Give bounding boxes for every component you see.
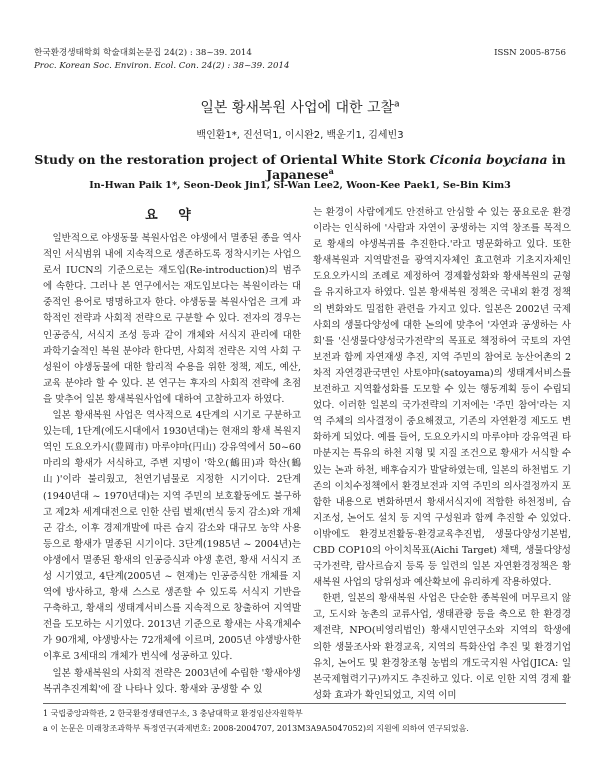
paper-title-korean [0, 97, 600, 117]
abstract-heading: 요 약 [145, 208, 199, 223]
journal-citation-english: Proc. Korean Soc. Environ. Ecol. Con. 24(2) : 38~39. 2014 [34, 61, 290, 71]
paper-title-english-main: Study on the restoration project of Oriental White Stork [34, 152, 426, 167]
right-paragraph-1: 는 환경이 사람에게도 안전하고 안심할 수 있는 풍요로운 환경이라는 인식하에 '사람과 자연이 공생하는 지역 창조를 목적으로 황새의 야생복귀를 추진한다.'라고 명문화하고 있다. 또한 황새복원과 지역발전을 광역지자체인 효고현과 기초지자체인 도요오카시의 조례로 제정하여 경제활성화와 황새복원의 균형을 유지하고자 하였다. 일본 황새복원 정책은 국내외 환경 정책의 변화와도 밀접한 관련을 가지고 있다. 일본은 2002년 국제사회의 생물다양성에 대한 논의에 맞추어 '자연과 공생하는 사회'를 '신생물다양성국가전략'의 목표로 책정하여 국토의 자연보전과 함께 자연재생 추진, 지역 주민의 참여로 농산어촌의 2차적 자연경관국면인 사토야마(satoyama)의 생태계서비스를 보전하고 지역활성화를 도모할 수 있는 행동계획 등이 수립되었다. 이러한 일본의 국가전략의 기저에는 '주민 참여'라는 지역 주체의 의사결정이 중요해졌고, 기존의 자연환경 제도도 변화하게 되었다. 예를 들어, 도요오카시의 마루야마 강유역권 타마분지는 특유의 하천 지형 및 지질 조건으로 황새가 서식할 수 있는 논과 하천, 배후습지가 발달하였는데, 일본의 하천법도 기존의 이치수정책에서 환경보전과 지역 주민의 의사결정까지 포함한 내용으로 변화하면서 황새서식지에 적합한 하천정비, 습지조성, 논어도 설치 등 지역 구성원과 함께 추진할 수 있었다. 이밖에도 환경보전활동·환경교육추진법, 생물다양성기본법, CBD COP10의 아이치목표(Aichi Target) 채택, 생물다양성국가전략, 람사르습지 등록 등 일련의 일본 자연환경정책은 황새복원 사업의 당위성과 예산확보에 유리하게 작용하였다. [313, 207, 571, 589]
authors-korean: 백인환1*, 진선덕1, 이시완2, 백운기1, 김세빈3 [196, 130, 404, 141]
left-paragraph-1: 일반적으로 야생동물 복원사업은 야생에서 멸종된 종을 역사적인 서식범위 내에 지속적으로 생존하도록 정착시키는 사업으로서 IUCN의 기준으로는 재도입(Re-introduction)의 범주에 속한다. 그러나 본 연구에서는 재도입보다는 복원이라는 대중적인 용어로 명명하고자 한다. 야생동물 복원사업은 크게 과학적인 전략과 사회적 전략으로 구분할 수 있다. 전자의 경우는 인공증식, 서식지 조성 등과 같이 개체와 서식지 관리에 대한 과학기술적인 복원 분야라 한다면, 사회적 전략은 지역 사회 구성원이 야생동물에 대한 합리적 수용을 위한 정책, 제도, 예산, 교육 분야라 할 수 있다. 본 연구는 후자의 사회적 전략에 초점을 맞추어 일본 황새복원사업에 대하여 고찰하고자 하였다. [43, 233, 301, 405]
journal-header [34, 47, 566, 73]
journal-citation-korean: 한국환경생태학회 학술대회논문집 24(2) : 38~39. 2014 [34, 48, 252, 58]
english-title-footnote-marker: a [328, 165, 334, 176]
paper-title-korean-text: 일본 황새복원 사업에 대한 고찰 [200, 100, 395, 116]
issn-label: ISSN 2005-8756 [494, 48, 566, 58]
footnotes [43, 703, 566, 736]
paper-title-english [0, 152, 600, 182]
paper-title-english-tail: in Japanese [266, 152, 566, 182]
species-name: Ciconia boyciana [429, 152, 548, 167]
left-paragraph-3: 일본 황새복원의 사회적 전략은 2003년에 수립한 '황새야생복귀추진계획'에 잘 나타나 있다. 황새와 공생할 수 있 [43, 667, 301, 695]
affiliation-footnote: 1 국립중앙과학관, 2 한국환경생태연구소, 3 충남대학교 환경임산자원학부 [43, 709, 303, 718]
left-paragraph-2: 일본 황새복원 사업은 역사적으로 4단계의 시기로 구분하고 있는데, 1단계(에도시대에서 1930년대)는 현재의 황새 복원지역인 도요오카시(豊岡市) 마루야마(円山) 강유역에서 50~60마리의 황새가 서식하고, 주변 지명이 '학오(鶴田)과 학산(鶴山)'이라 불리웠고, 천연기념물로 지정한 시기이다. 2단계(1940년대 ~ 1970년대)는 지역 주민의 보호활동에도 불구하고 제2차 세계대전으로 인한 산림 벌채(번식 둥지 감소)와 개체군 감소, 이후 경제개발에 따른 습지 감소와 대규모 농약 사용 등으로 황새가 멸종된 시기이다. 3단계(1985년 ~ 2004년)는 야생에서 멸종된 황새의 인공증식과 야생 훈련, 황새 서식지 조성 시기였고, 4단계(2005년 ~ 현재)는 인공증식한 개체를 지역에 방사하고, 황새 스스로 생존할 수 있도록 서식지 기반을 구축하고, 황새의 생태계서비스를 지속적으로 창출하여 지역발전을 도모하는 시기였다. 2013년 기준으로 황새는 사육개체수가 90개체, 야생방사는 72개체에 이르며, 2005년 야생방사한 이후로 3세대의 개체가 번식에 성공하고 있다. [43, 410, 301, 663]
right-column [313, 205, 571, 704]
left-column [43, 205, 301, 698]
right-paragraph-2: 한편, 일본의 황새복원 사업은 단순한 종복원에 머무르지 않고, 도시와 농촌의 교류사업, 생태관광 등을 축으로 한 환경경제전략, NPO(비영리법인) 황새시민연구소와 지역의 학생에 의한 생물조사와 환경교육, 지역의 특화산업 추진 및 환경기업 유치, 논어도 및 환경창조형 농법의 개도국지원 사업(JICA: 일본국제협력기구)까지도 추진하고 있다. 이로 인한 지역 경제 활성화 효과가 확인되었고, 지역 이미 [313, 593, 571, 701]
title-footnote-marker: a [394, 99, 400, 110]
funding-footnote: a 이 논문은 미래창조과학부 특정연구(과제번호: 2008-2004707, 2013M3A9A5047052)의 지원에 의하여 연구되었음. [43, 723, 469, 733]
authors-english: In-Hwan Paik 1*, Seon-Deok Jin1, Si-Wan Lee2, Woon-Kee Paek1, Se-Bin Kim3 [89, 180, 511, 191]
